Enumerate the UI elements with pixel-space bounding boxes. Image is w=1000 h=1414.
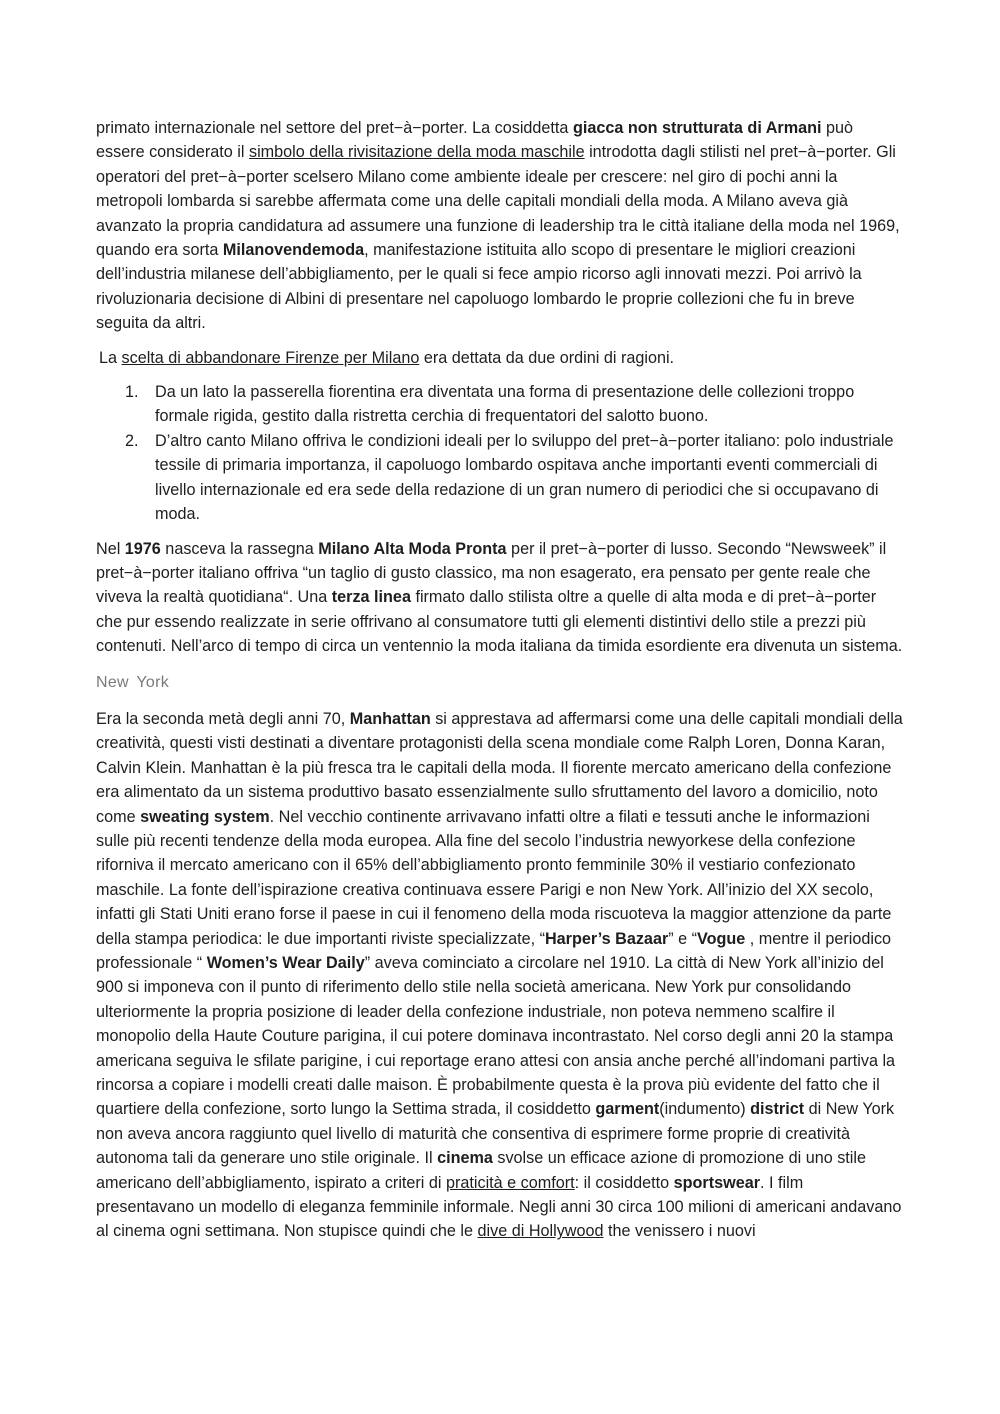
list-item-text: D’altro canto Milano offriva le condizioni ideali per lo sviluppo del pret−à−porter italiano: polo industriale tessile di primaria importanza, il capoluogo lombardo ospitava anche importanti eventi commerciali di livello internazionale ed era sede della redazione di un gran numero di periodici che si occupavano di moda. [155,431,894,524]
bold-term: Vogue [697,929,746,948]
bold-term: cinema [437,1149,493,1168]
list-item [96,429,904,527]
paragraph-scelta: La scelta di abbandonare Firenze per Milano era dettata da due ordini di ragioni. [99,348,675,367]
bold-term: garment [595,1100,660,1119]
underlined-phrase: praticità e comfort [446,1173,575,1192]
paragraph-new-york: Era la seconda metà degli anni 70, Manhattan si apprestava ad affermarsi come una delle capitali mondiali della creatività, questi visti destinati a diventare protagonisti della scena mondiale come Ralph Loren, Donna Karan, Calvin Klein. Manhattan è la più fresca tra le capitali della moda. Il fiorente mercato americano della confezione era alimentato da un sistema produttivo basato essenzialmente sullo sfruttamento del lavoro a domicilio, noto come sweating system. Nel vecchio continente arrivavano infatti oltre a filati e tessuti anche le informazioni sulle più recenti tendenze della moda europea. Alla fine del secolo l’industria newyorkese della confezione riforniva il mercato americano con il 65% dell’abbigliamento pronto femminile 30% il vestiario confezionato maschile. La fonte dell’ispirazione creativa continuava essere Parigi e non New York. All’inizio del XX secolo, infatti gli Stati Uniti erano forse il paese in cui il fenomeno della moda riscuoteva la maggior attenzione da parte della stampa periodica: le due importanti riviste specializzate, “Harper’s Bazaar” e “Vogue , mentre il periodico professionale “ Women’s Wear Daily” aveva cominciato a circolare nel 1910. La città di New York all’inizio del 900 si imponeva con il punto di riferimento dello stile nella società americana. New York pur consolidando ulteriormente la propria posizione di leader della confezione industriale, non poteva nemmeno scalfire il monopolio della Haute Couture parigina, il cui potere dominava incontrastato. Nel corso degli anni 20 la stampa americana seguiva le sfilate parigine, i cui reportage erano attesi con ansia anche perché all’indomani partiva la rincorsa a copiare i modelli creati dalle maison. È probabilmente questa è la prova più evidente del fatto che il quartiere della confezione, sorto lungo la Settima strada, il cosiddetto garment(indumento) district di New York non aveva ancora raggiunto quel livello di maturità che consentiva di esprimere forme proprie di creatività autonoma tali da generare uno stile originale. Il cinema svolse un efficace azione di promozione di uno stile americano dell’abbigliamento, ispirato a criteri di praticità e comfort: il cosiddetto sportswear. I film presentavano un modello di eleganza femminile informale. Negli anni 30 circa 100 milioni di americani andavano al cinema ogni settimana. Non stupisce quindi che le dive di Hollywood the venissero i nuovi [96,709,903,1241]
underlined-phrase: dive di Hollywood [477,1222,604,1241]
bold-term: Women’s Wear Daily [206,954,365,972]
bold-term: 1976 [124,539,161,558]
underlined-phrase: scelta di abbandonare Firenze per Milano [121,348,420,367]
bold-term: sportswear [673,1173,761,1192]
bold-term: terza linea [331,588,411,607]
underlined-phrase: simbolo della rivisitazione della moda maschile [248,143,585,162]
paragraph-1976: Nel 1976 nasceva la rassegna Milano Alta Moda Pronta per il pret−à−porter di lusso. Secondo “Newsweek” il pret−à−porter italiano offriva “un taglio di gusto classico, ma non esagerato, era pensato per gente reale che viveva la realtà quotidiana“. Una terza linea firmato dallo stilista oltre a quelle di alta moda e di pret−à−porter che pur essendo realizzate in serie offrivano al consumatore tutti gli elementi distintivi dello stile a prezzi più contenuti. Nell’arco di tempo di circa un ventennio la moda italiana da timida esordiente era divenuta un sistema. [96,539,903,656]
section-heading: New York [96,673,169,691]
list-item [96,380,904,429]
bold-term: sweating system [140,807,270,826]
list-item-text: Da un lato la passerella fiorentina era diventata una forma di presentazione delle collezioni troppo formale rigida, gestito dalla ristretta cerchia di frequentatori del salotto buono. [155,383,855,426]
list-number: 1. [125,383,139,402]
reasons-list [96,380,904,526]
bold-term: Milanovendemoda [222,241,365,260]
paragraph-milano-intro: primato internazionale nel settore del pret−à−porter. La cosiddetta giacca non strutturata di Armani può essere considerato il simbolo della rivisitazione della moda maschile introdotta dagli stilisti nel pret−à−porter. Gli operatori del pret−à−porter scelsero Milano come ambiente ideale per crescere: nel giro di pochi anni la metropoli lombarda si sarebbe affermata come una delle capitali mondiali della moda. A Milano aveva già avanzato la propria candidatura ad assumere una funzione di leadership tra le città italiane della moda nel 1969, quando era sorta Milanovendemoda, manifestazione istituita allo scopo di presentare le migliori creazioni dell’industria milanese dell’abbigliamento, per le quali si fece ampio ricorso agli innovati mezzi. Poi arrivò la rivoluzionaria decisione di Albini di presentare nel capoluogo lombardo le proprie collezioni che fu in breve seguita da altri. [96,119,900,333]
bold-term: giacca non strutturata di Armani [572,119,822,137]
bold-term: Milano Alta Moda Pronta [318,539,507,558]
bold-term: Harper’s Bazaar [544,929,669,948]
document-page [96,116,904,1254]
bold-term: Manhattan [349,709,431,728]
list-number: 2. [125,431,139,450]
bold-term: district [750,1100,805,1119]
